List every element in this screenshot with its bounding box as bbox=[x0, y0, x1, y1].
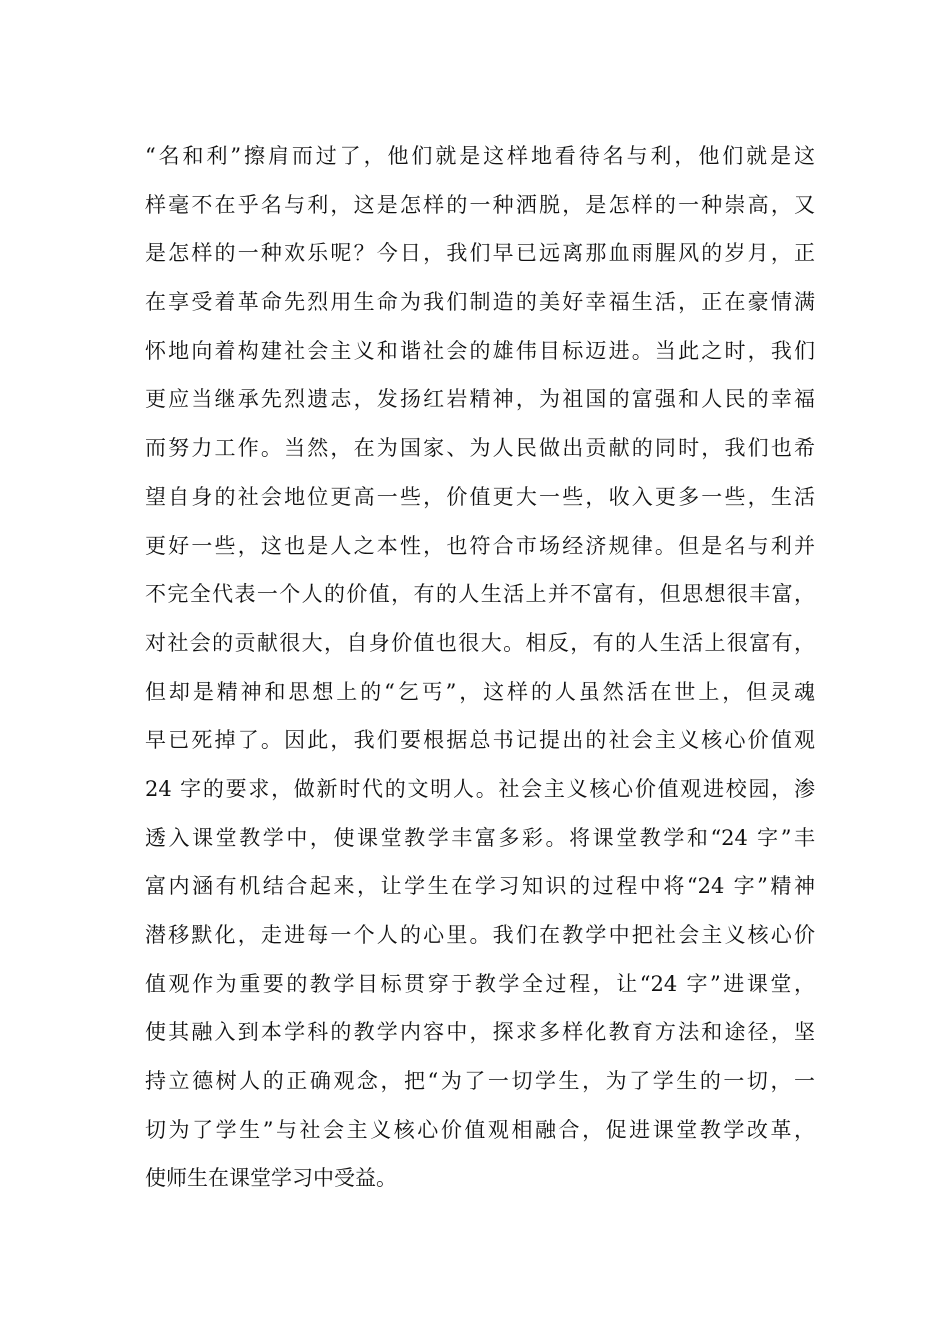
text-line: “名和利”擦肩而过了，他们就是这样地看待名与利，他们就是这 bbox=[145, 144, 815, 168]
text-line: 透入课堂教学中，使课堂教学丰富多彩。将课堂教学和“24 字”丰 bbox=[145, 825, 815, 850]
text-line: 对社会的贡献很大，自身价值也很大。相反，有的人生活上很富有， bbox=[145, 630, 815, 655]
text-line: 不完全代表一个人的价值，有的人生活上并不富有，但思想很丰富， bbox=[145, 582, 815, 607]
text-line: 值观作为重要的教学目标贯穿于教学全过程，让“24 字”进课堂， bbox=[145, 971, 815, 996]
text-line: 切为了学生”与社会主义核心价值观相融合，促进课堂教学改革， bbox=[145, 1117, 815, 1142]
body-text bbox=[145, 132, 815, 1203]
text-line: 使其融入到本学科的教学内容中，探求多样化教育方法和途径，坚 bbox=[145, 1020, 815, 1045]
text-line: 是怎样的一种欢乐呢？今日，我们早已远离那血雨腥风的岁月，正 bbox=[145, 241, 815, 266]
text-line: 样毫不在乎名与利，这是怎样的一种洒脱，是怎样的一种崇高，又 bbox=[145, 192, 815, 217]
text-line: 怀地向着构建社会主义和谐社会的雄伟目标迈进。当此之时，我们 bbox=[145, 338, 815, 363]
text-line: 潜移默化，走进每一个人的心里。我们在教学中把社会主义核心价 bbox=[145, 923, 815, 947]
text-line: 更好一些，这也是人之本性，也符合市场经济规律。但是名与利并 bbox=[145, 533, 815, 558]
text-line: 早已死掉了。因此，我们要根据总书记提出的社会主义核心价值观 bbox=[145, 728, 815, 753]
text-line: 望自身的社会地位更高一些，价值更大一些，收入更多一些，生活 bbox=[145, 484, 815, 509]
text-line: 富内涵有机结合起来，让学生在学习知识的过程中将“24 字”精神 bbox=[145, 874, 815, 899]
text-line: 在享受着革命先烈用生命为我们制造的美好幸福生活，正在豪情满 bbox=[145, 290, 815, 315]
text-line: 更应当继承先烈遗志，发扬红岩精神，为祖国的富强和人民的幸福 bbox=[145, 387, 815, 412]
text-line: 持立德树人的正确观念，把“为了一切学生，为了学生的一切，一 bbox=[145, 1069, 815, 1094]
text-line: 24 字的要求，做新时代的文明人。社会主义核心价值观进校园，渗 bbox=[145, 776, 815, 801]
text-line: 但却是精神和思想上的“乞丐”，这样的人虽然活在世上，但灵魂 bbox=[145, 679, 815, 704]
text-line: 使师生在课堂学习中受益。 bbox=[145, 1166, 397, 1191]
text-line: 而努力工作。当然，在为国家、为人民做出贡献的同时，我们也希 bbox=[145, 436, 815, 461]
